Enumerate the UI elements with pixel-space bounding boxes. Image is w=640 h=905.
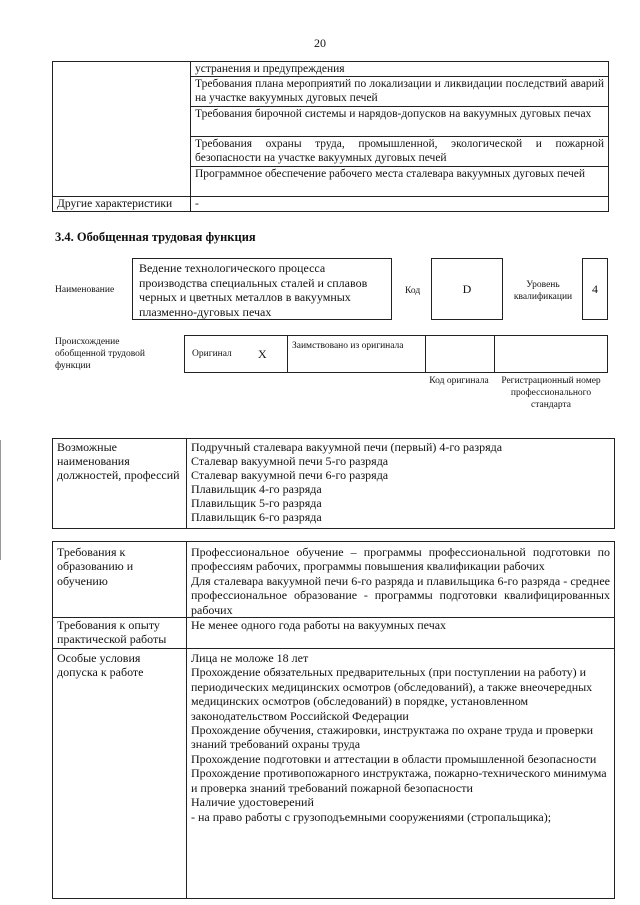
code-label: Код bbox=[405, 286, 421, 296]
requirements-table bbox=[52, 541, 615, 899]
table-row bbox=[53, 62, 609, 77]
admission-line: Наличие удостоверений bbox=[191, 795, 314, 810]
level-value: 4 bbox=[592, 282, 598, 296]
table-row bbox=[53, 542, 615, 618]
origin-divider-3 bbox=[494, 335, 495, 373]
row-text: - bbox=[191, 197, 609, 212]
reg-number-caption: Регистрационный номер профессионального стандарта bbox=[501, 376, 601, 410]
name-label: Наименование bbox=[55, 285, 115, 295]
positions-label: Возможные наименования должностей, профессий bbox=[53, 439, 187, 529]
function-name-value: Ведение технологического процесса производства специальных сталей и сплавов черных и цветных металлов в вакуумных плазменно-дуговых печах bbox=[139, 261, 368, 319]
experience-text: Не менее одного года работы на вакуумных печах bbox=[187, 618, 615, 649]
original-label: Оригинал bbox=[192, 349, 232, 359]
list-item: Плавильщик 5-го разряда bbox=[191, 496, 322, 510]
scan-margin-mark bbox=[0, 440, 1, 560]
origin-label: Происхождение обобщенной трудовой функции bbox=[55, 337, 145, 371]
level-box bbox=[582, 258, 608, 320]
code-original-caption: Код оригинала bbox=[429, 376, 489, 386]
experience-label: Требования к опыту практической работы bbox=[53, 618, 187, 649]
row-text: Требования плана мероприятий по локализации и ликвидации последствий аварий на участке вакуумных дуговых печей bbox=[191, 77, 609, 107]
positions-list bbox=[187, 439, 615, 529]
page-number: 20 bbox=[314, 36, 326, 50]
list-item: Подручный сталевара вакуумной печи (первый) 4-го разряда bbox=[191, 440, 503, 454]
list-item: Сталевар вакуумной печи 6-го разряда bbox=[191, 468, 389, 482]
admission-line: Прохождение обязательных предварительных (при поступлении на работу) и периодических медицинских осмотров (обследований), а также внеочередных медицинских осмотров (обследований) в порядке, установленном законодательством Российской Федерации bbox=[191, 665, 593, 723]
list-item: Плавильщик 4-го разряда bbox=[191, 482, 322, 496]
origin-divider-1 bbox=[287, 335, 288, 373]
original-mark: X bbox=[258, 347, 267, 361]
admission-label: Особые условия допуска к работе bbox=[53, 649, 187, 899]
positions-table bbox=[52, 438, 615, 529]
admission-line: Прохождение противопожарного инструктажа, пожарно-технического минимума и проверка знаний требований пожарной безопасности bbox=[191, 766, 607, 795]
table-row bbox=[53, 197, 609, 212]
education-label: Требования к образованию и обучению bbox=[53, 542, 187, 618]
code-box bbox=[431, 258, 503, 320]
row-label bbox=[53, 62, 191, 197]
borrowed-label: Заимствовано из оригинала bbox=[292, 341, 404, 351]
admission-line: Прохождение подготовки и аттестации в области промышленной безопасности bbox=[191, 751, 597, 766]
row-text: Требования охраны труда, промышленной, экологической и пожарной безопасности на участке вакуумных дуговых печей bbox=[191, 137, 609, 167]
table-row bbox=[53, 618, 615, 649]
row-text: Программное обеспечение рабочего места сталевара вакуумных дуговых печей bbox=[191, 167, 609, 197]
top-requirements-table bbox=[52, 61, 609, 212]
level-label: Уровень квалификации bbox=[513, 280, 573, 302]
admission-text bbox=[187, 649, 615, 899]
row-label: Другие характеристики bbox=[53, 197, 191, 212]
section-heading: 3.4. Обобщенная трудовая функция bbox=[55, 230, 256, 244]
origin-divider-2 bbox=[425, 335, 426, 373]
function-name-box bbox=[132, 258, 392, 320]
table-row bbox=[53, 649, 615, 899]
education-line: Профессиональное обучение – программы профессиональной подготовки по профессиям рабочих, программы повышения квалификации рабочих bbox=[191, 545, 610, 574]
code-value: D bbox=[462, 282, 472, 296]
table-row bbox=[53, 439, 615, 529]
list-item: Сталевар вакуумной печи 5-го разряда bbox=[191, 454, 389, 468]
row-text: устранения и предупреждения bbox=[191, 62, 609, 77]
admission-line: - на право работы с грузоподъемными сооружениями (стропальщика); bbox=[191, 809, 552, 824]
education-text bbox=[187, 542, 615, 618]
admission-line: Лица не моложе 18 лет bbox=[191, 651, 309, 666]
row-text: Требования бирочной системы и нарядов-допусков на вакуумных дуговых печах bbox=[191, 107, 609, 137]
education-line: Для сталевара вакуумной печи 6-го разряда и плавильщика 6-го разряда - среднее профессиональное образование - программы подготовки квалифицированных рабочих bbox=[191, 573, 610, 617]
list-item: Плавильщик 6-го разряда bbox=[191, 510, 322, 524]
admission-line: Прохождение обучения, стажировки, инструктажа по охране труда и проверки знаний требований охраны труда bbox=[191, 723, 594, 752]
